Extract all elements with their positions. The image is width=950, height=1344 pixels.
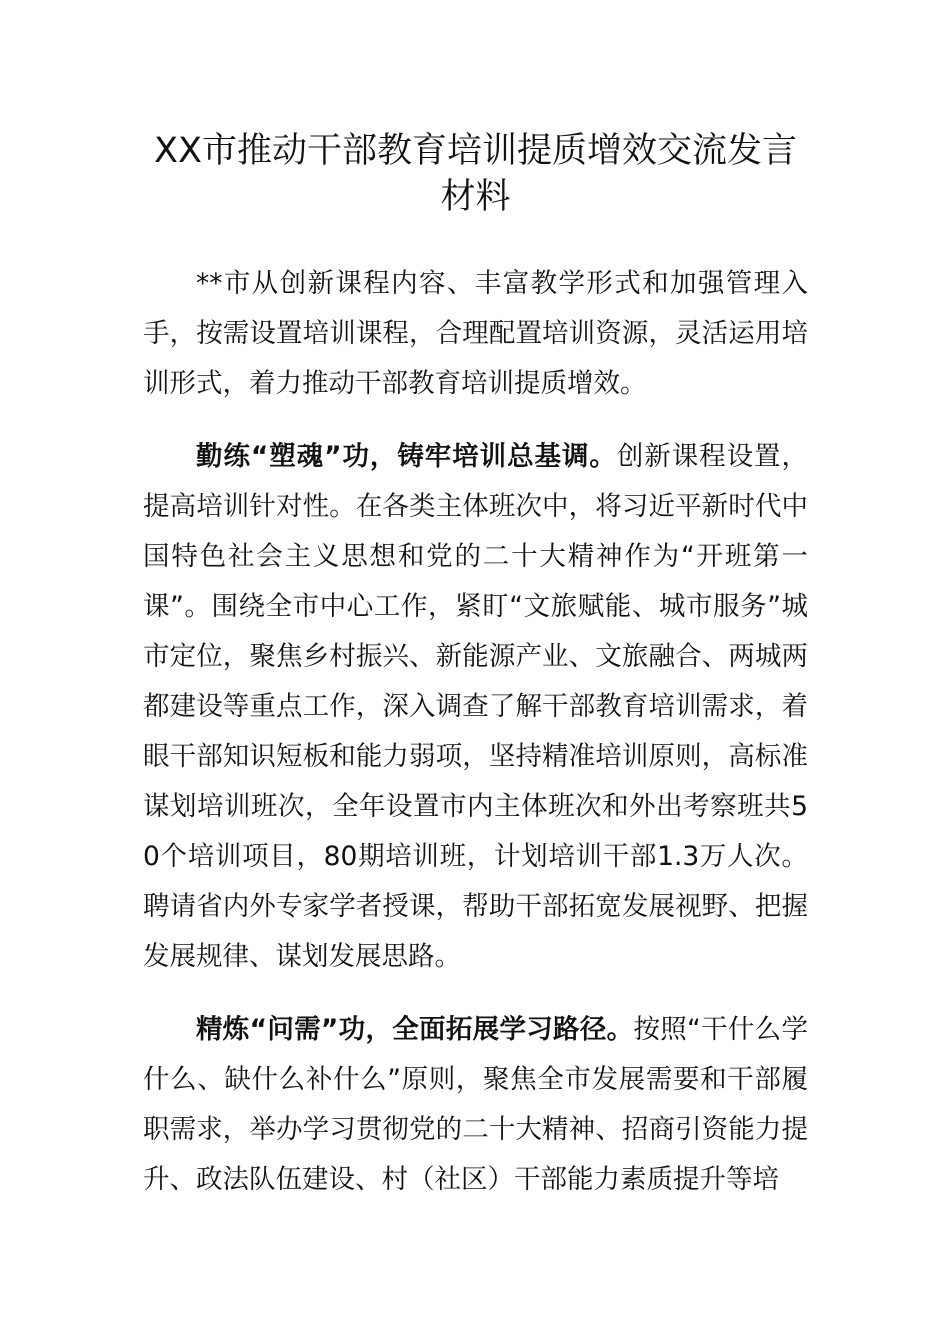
document-title — [143, 128, 808, 220]
intro-text: **市从创新课程内容、丰富教学形式和加强管理入手，按需设置培训课程，合理配置培训资源，灵活运用培训形式，着力推动干部教育培训提质增效。 — [143, 268, 808, 399]
section-paragraph-2 — [143, 1005, 808, 1205]
title-line-1: XX市推动干部教育培训提质增效交流发言 — [154, 131, 797, 171]
intro-paragraph — [143, 259, 808, 409]
section-2-heading: 精炼“问需”功，全面拓展学习路径。 — [196, 1014, 634, 1045]
title-line-2: 材料 — [440, 177, 511, 217]
section-1-text: 创新课程设置，提高培训针对性。在各类主体班次中，将习近平新时代中国特色社会主义思想和党的二十大精神作为“开班第一课”。围绕全市中心工作，紧盯“文旅赋能、城市服务”城市定位，聚焦乡村振兴、新能源产业、文旅融合、两城两都建设等重点工作，深入调查了解干部教育培训需求，着眼干部知识短板和能力弱项，坚持精准培训原则，高标准谋划培训班次，全年设置市内主体班次和外出考察班共50个培训项目，80期培训班，计划培训干部1.3万人次。聘请省内外专家学者授课，帮助干部拓宽发展视野、把握发展规律、谋划发展思路。 — [143, 441, 808, 972]
section-2-text: 按照“干什么学什么、缺什么补什么”原则，聚焦全市发展需要和干部履职需求，举办学习贯彻党的二十大精神、招商引资能力提升、政法队伍建设、村（社区）干部能力素质提升等培 — [143, 1014, 808, 1195]
section-1-heading: 勤练“塑魂”功，铸牢培训总基调。 — [196, 441, 617, 472]
section-paragraph-1 — [143, 432, 808, 982]
